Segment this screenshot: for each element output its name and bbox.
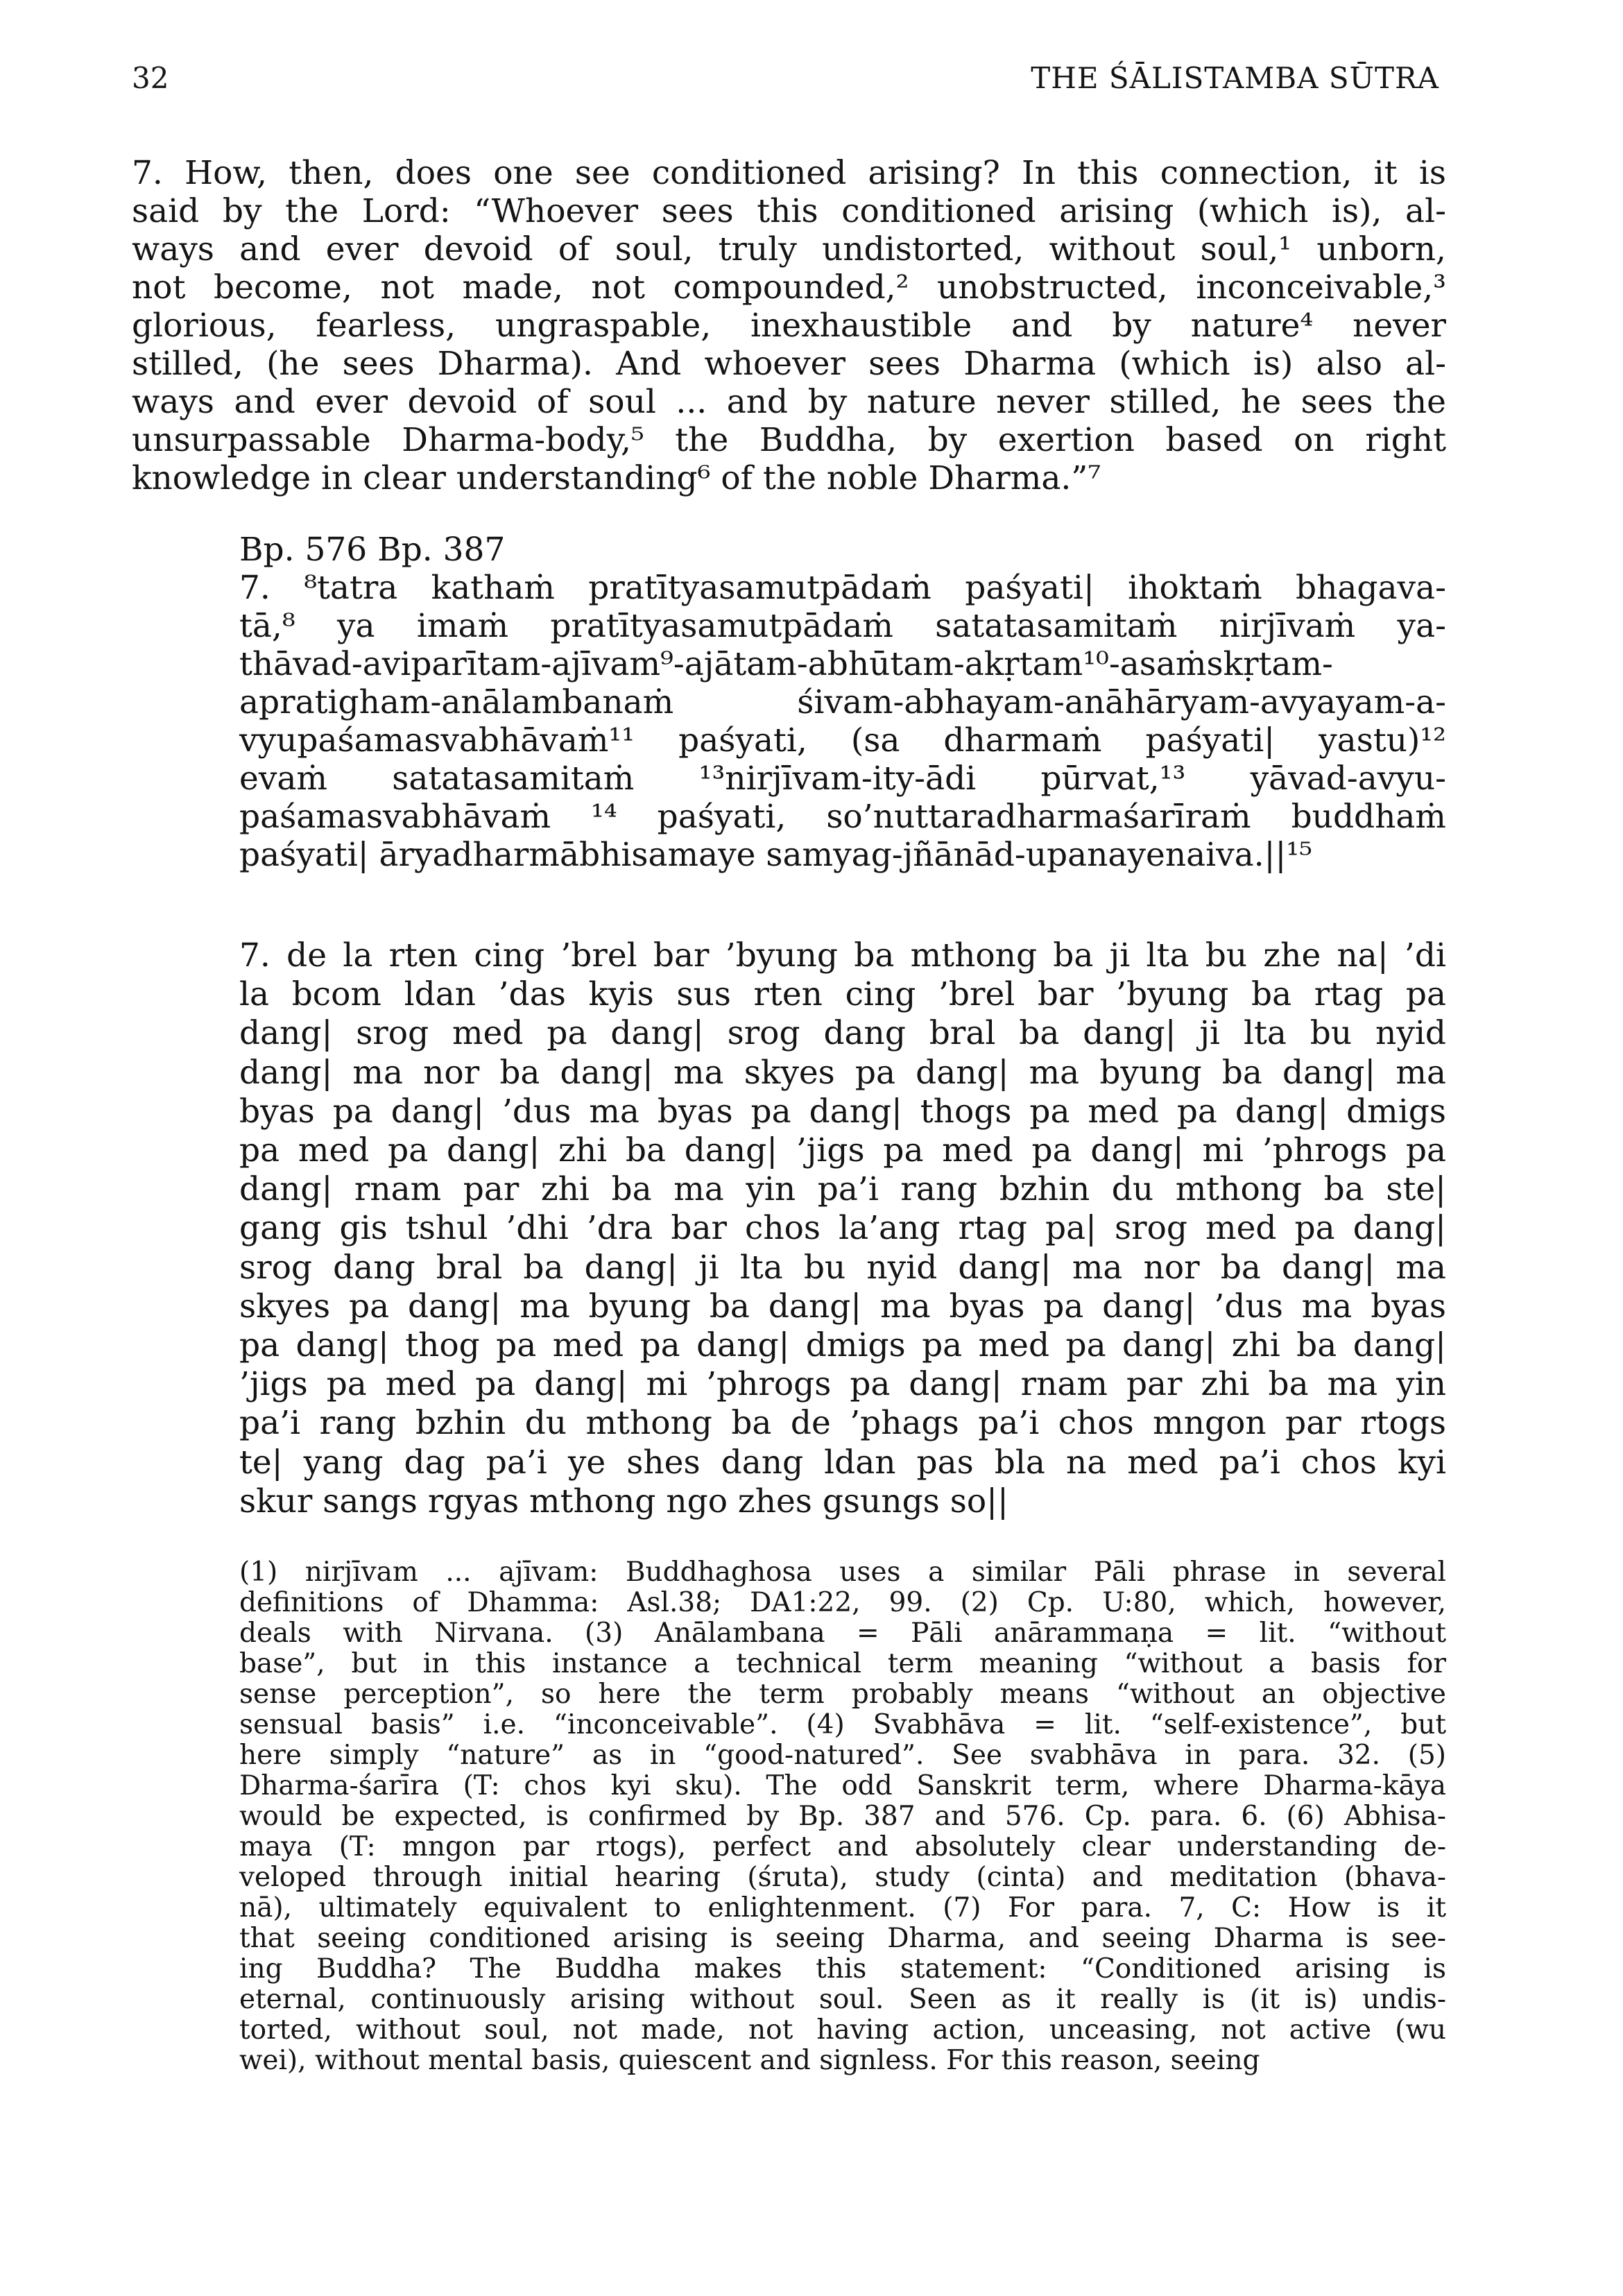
text-line: tā,⁸ ya imaṁ pratītyasamutpādaṁ satatasamitaṁ nirjīvaṁ ya- [239, 607, 1446, 645]
footnote-line: deals with Nirvana. (3) Anālambana = Pāli anārammaṇa = lit. “without [239, 1618, 1446, 1649]
footnote-line: torted, without soul, not made, not having action, unceasing, not active (wu [239, 2014, 1446, 2046]
text-line: dang| rnam par zhi ba ma yin pa’i rang bzhin du mthong ba ste| [239, 1170, 1446, 1209]
text-line: paśamasvabhāvaṁ ¹⁴ paśyati, so’nuttaradharmaśarīraṁ buddhaṁ [239, 798, 1446, 836]
text-line: stilled, (he sees Dharma). And whoever sees Dharma (which is) also al- [132, 345, 1446, 383]
footnote-line: veloped through initial hearing (śruta), study (cinta) and meditation (bhava- [239, 1862, 1446, 1893]
text-line: gang gis tshul ’dhi ’dra bar chos la’ang rtag pa| srog med pa dang| [239, 1209, 1446, 1248]
footnote-line: would be expected, is confirmed by Bp. 387 and 576. Cp. para. 6. (6) Abhisa- [239, 1801, 1446, 1832]
footnote-line: sensual basis” i.e. “inconceivable”. (4) Svabhāva = lit. “self-existence”, but [239, 1709, 1446, 1740]
running-title: THE ŚĀLISTAMBA SŪTRA [1031, 61, 1439, 95]
footnote-line: base”, but in this instance a technical term meaning “without a basis for [239, 1648, 1446, 1679]
text-line: skur sangs rgyas mthong ngo zhes gsungs so|| [239, 1482, 1008, 1520]
footnote-line: (1) nirjīvam ... ajīvam: Buddhaghosa uses a similar Pāli phrase in several [239, 1557, 1446, 1588]
footnote-line: sense perception”, so here the term probably means “without an objective [239, 1679, 1446, 1710]
text-line: not become, not made, not compounded,² unobstructed, inconceivable,³ [132, 268, 1446, 307]
text-line: knowledge in clear understanding⁶ of the noble Dharma.”⁷ [132, 459, 1101, 497]
text-line: skyes pa dang| ma byung ba dang| ma byas pa dang| ’dus ma byas [239, 1287, 1446, 1326]
text-line: dang| srog med pa dang| srog dang bral ba dang| ji lta bu nyid [239, 1014, 1446, 1053]
text-line: vyupaśamasvabhāvaṁ¹¹ paśyati, (sa dharmaṁ paśyati| yastu)¹² [239, 721, 1446, 760]
text-line: byas pa dang| ’dus ma byas pa dang| thogs pa med pa dang| dmigs [239, 1092, 1446, 1131]
text-line: glorious, fearless, ungraspable, inexhaustible and by nature⁴ never [132, 307, 1446, 345]
text-line: ways and ever devoid of soul, truly undistorted, without soul,¹ unborn, [132, 230, 1446, 268]
footnote-line: nā), ultimately equivalent to enlightenment. (7) For para. 7, C: How is it [239, 1892, 1446, 1924]
text-line: te| yang dag pa’i ye shes dang ldan pas bla na med pa’i chos kyi [239, 1443, 1446, 1482]
footnote-line: definitions of Dhamma: Asl.38; DA1:22, 99. (2) Cp. U:80, which, however, [239, 1587, 1446, 1618]
footnotes [239, 1557, 1446, 2076]
text-line: pa dang| thog pa med pa dang| dmigs pa med pa dang| zhi ba dang| [239, 1326, 1446, 1365]
english-translation-paragraph [132, 154, 1446, 497]
text-line: ways and ever devoid of soul ... and by nature never stilled, he sees the [132, 383, 1446, 421]
text-line: ’jigs pa med pa dang| mi ’phrogs pa dang| rnam par zhi ba ma yin [239, 1365, 1446, 1404]
text-line: said by the Lord: “Whoever sees this conditioned arising (which is), al- [132, 192, 1446, 230]
footnote-line: here simply “nature” as in “good-natured”. See svabhāva in para. 32. (5) [239, 1740, 1446, 1771]
footnote-line: maya (T: mngon par rtogs), perfect and absolutely clear understanding de- [239, 1831, 1446, 1862]
text-line: apratigham-anālambanaṁ śivam-abhayam-anāhāryam-avyayam-a- [239, 683, 1446, 721]
footnote-line: ing Buddha? The Buddha makes this statement: “Conditioned arising is [239, 1953, 1446, 1985]
text-line: la bcom ldan ’das kyis sus rten cing ’brel bar ’byung ba rtag pa [239, 975, 1446, 1014]
text-line: 7. ⁸tatra kathaṁ pratītyasamutpādaṁ paśyati| ihoktaṁ bhagava- [239, 569, 1446, 607]
text-line: thāvad-aviparītam-ajīvam⁹-ajātam-abhūtam-akṛtam¹⁰-asaṁskṛtam- [239, 645, 1333, 683]
sanskrit-text-block [239, 531, 1446, 874]
text-line: unsurpassable Dharma-body,⁵ the Buddha, by exertion based on right [132, 421, 1446, 459]
footnote-line: that seeing conditioned arising is seeing Dharma, and seeing Dharma is see- [239, 1923, 1446, 1954]
footnote-line: wei), without mental basis, quiescent and signless. For this reason, seeing [239, 2045, 1260, 2076]
text-line: dang| ma nor ba dang| ma skyes pa dang| ma byung ba dang| ma [239, 1053, 1446, 1092]
text-line: paśyati| āryadharmābhisamaye samyag-jñānād-upanayenaiva.||¹⁵ [239, 836, 1313, 874]
page-number: 32 [132, 61, 169, 95]
text-line: pa med pa dang| zhi ba dang| ’jigs pa med pa dang| mi ’phrogs pa [239, 1131, 1446, 1170]
text-line: srog dang bral ba dang| ji lta bu nyid dang| ma nor ba dang| ma [239, 1248, 1446, 1287]
text-line: evaṁ satatasamitaṁ ¹³nirjīvam-ity-ādi pūrvat,¹³ yāvad-avyu- [239, 760, 1446, 798]
tibetan-text-block [239, 936, 1446, 1521]
text-line: 7. How, then, does one see conditioned arising? In this connection, it is [132, 154, 1446, 192]
footnote-line: Dharma-śarīra (T: chos kyi sku). The odd Sanskrit term, where Dharma-kāya [239, 1770, 1446, 1801]
text-line: 7. de la rten cing ’brel bar ’byung ba mthong ba ji lta bu zhe na| ’di [239, 936, 1446, 975]
footnote-line: eternal, continuously arising without soul. Seen as it really is (it is) undis- [239, 1984, 1446, 2015]
text-line: pa’i rang bzhin du mthong ba de ’phags pa’i chos mngon par rtogs [239, 1404, 1446, 1443]
source-reference: Bp. 576 Bp. 387 [239, 531, 506, 569]
